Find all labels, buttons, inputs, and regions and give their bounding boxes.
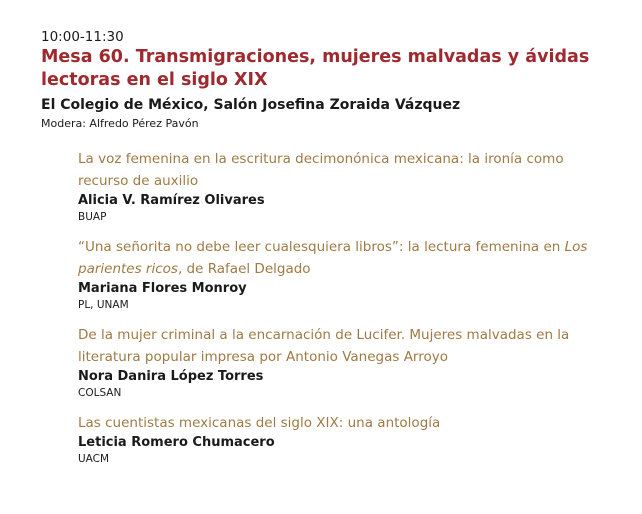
paper-author: Alicia V. Ramírez Olivares: [78, 193, 265, 208]
paper-title-end: , de Rafael Delgado: [177, 261, 311, 277]
session-title: Mesa 60. Transmigraciones, mujeres malvadas y ávidas lectoras en el siglo XIX: [41, 47, 590, 90]
session-venue: El Colegio de México, Salón Josefina Zoraida Vázquez: [41, 97, 461, 113]
session-time: 10:00-11:30: [41, 29, 124, 45]
paper-title: [78, 236, 588, 280]
session-moderator: Modera: Alfredo Pérez Pavón: [41, 117, 199, 130]
paper-affiliation: UACM: [78, 453, 110, 465]
paper-title: De la mujer criminal a la encarnación de Lucifer. Mujeres malvadas en la literatura popular impresa por Antonio Vanegas Arroyo: [78, 327, 570, 365]
paper-title-italic: Los parientes ricos: [78, 239, 588, 277]
paper-item: [78, 412, 588, 466]
paper-title: Las cuentistas mexicanas del siglo XIX: una antología: [78, 415, 441, 431]
paper-author: Mariana Flores Monroy: [78, 281, 247, 296]
paper-item: [78, 148, 588, 224]
paper-item: [78, 324, 588, 400]
paper-affiliation: BUAP: [78, 211, 107, 223]
paper-affiliation: COLSAN: [78, 387, 122, 399]
paper-list: [78, 148, 588, 466]
paper-title-start: “Una señorita no debe leer cualesquiera libros”: la lectura femenina en: [78, 239, 565, 255]
paper-affiliation: PL, UNAM: [78, 299, 129, 311]
paper-item: [78, 236, 588, 312]
program-session: [41, 28, 621, 478]
paper-author: Nora Danira López Torres: [78, 369, 264, 384]
paper-title: La voz femenina en la escritura decimonónica mexicana: la ironía como recurso de auxilio: [78, 151, 564, 189]
paper-author: Leticia Romero Chumacero: [78, 435, 275, 450]
